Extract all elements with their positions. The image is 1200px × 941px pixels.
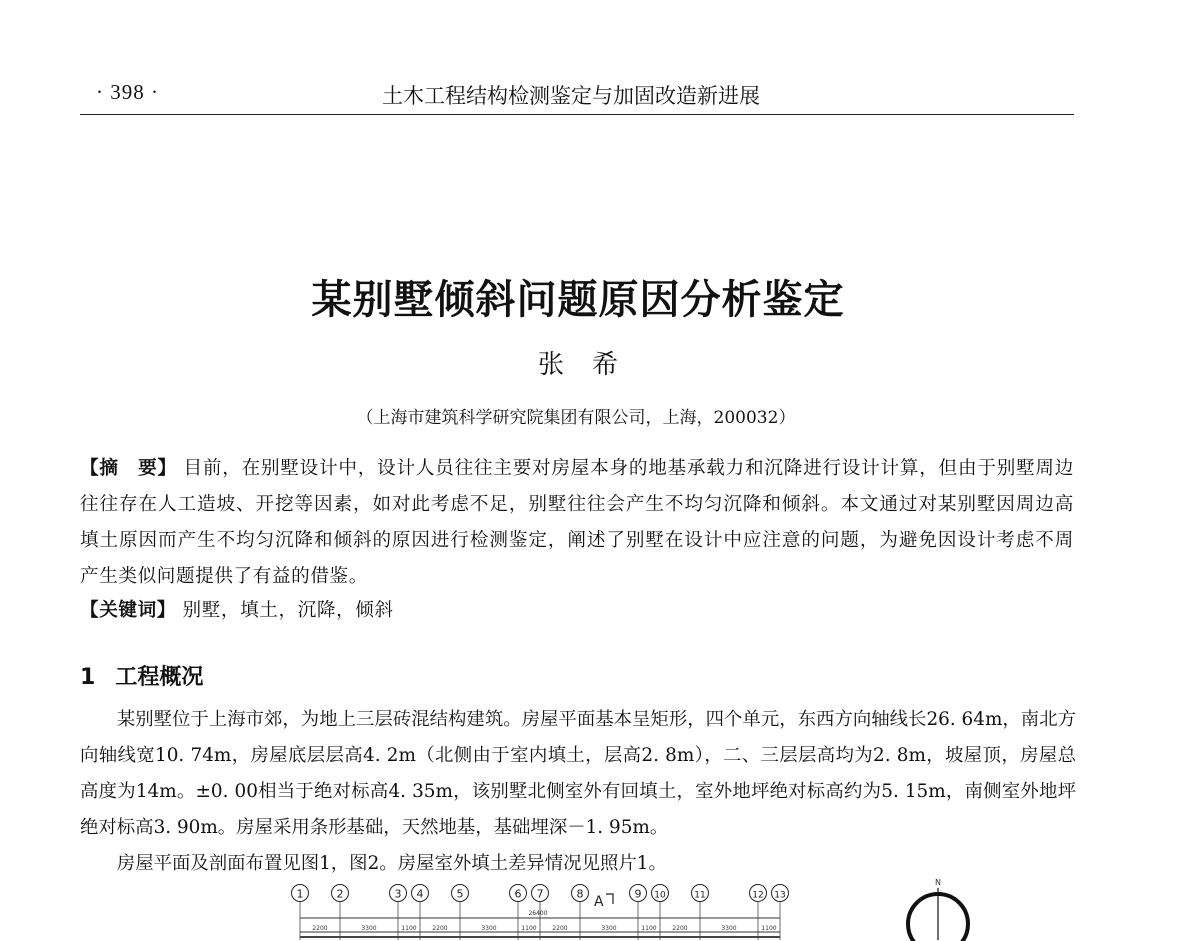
abstract-text: 目前，在别墅设计中，设计人员往往主要对房屋本身的地基承载力和沉降进行设计计算，但由于别墅周边往往存在人工造坡、开挖等因素，如对此考虑不足，别墅往往会产生不均匀沉降和倾斜。本文通过对某别墅因周边高填土原因而产生不均匀沉降和倾斜的原因进行检测鉴定，阐述了别墅在设计中应注意的问题，为避免因设计考虑不周产生类似问题提供了有益的借鉴。 (80, 458, 1074, 587)
axis-label: 9 (634, 887, 642, 901)
dimension-label: 2200 (312, 925, 328, 932)
section-body (80, 702, 1076, 882)
dimension-label: 1100 (521, 925, 537, 932)
dimension-label: 3300 (721, 925, 737, 932)
axis-label: 11 (694, 890, 706, 901)
north-arrow (898, 876, 978, 941)
keywords-label: 【关键词】 (80, 600, 176, 621)
section-heading (80, 660, 203, 691)
axis-label: 3 (394, 887, 402, 901)
section-cut-icon (606, 894, 613, 904)
axis-label: 13 (774, 890, 786, 901)
axis-label: 7 (536, 887, 544, 901)
section-mark: A (594, 894, 604, 910)
running-title: 土木工程结构检测鉴定与加固改造新进展 (382, 84, 760, 108)
axis-label: 6 (514, 887, 522, 901)
body-paragraph: 某别墅位于上海市郊，为地上三层砖混结构建筑。房屋平面基本呈矩形，四个单元，东西方向轴线长26. 64m，南北方向轴线宽10. 74m，房屋底层层高4. 2m（北侧由于室内填土，层高2. 8m），二、三层层高均为2. 8m，坡屋顶，房屋总高度为14m。±0. 00相当于绝对标高4. 35m，该别墅北侧室外有回填土，室外地坪绝对标高约为5. 15m，南侧室外地坪绝对标高3. 90m。房屋采用条形基础，天然地基，基础埋深－1. 95m。 (80, 709, 1076, 838)
north-label: N (935, 878, 941, 887)
axis-label: 12 (752, 890, 764, 901)
dimension-label: 1100 (401, 925, 417, 932)
article-author: 张希 (537, 350, 646, 380)
section-title: 工程概况 (115, 665, 204, 690)
axis-label: 1 (296, 887, 304, 901)
dimension-label: 1100 (761, 925, 777, 932)
total-dimension-label: 26400 (528, 910, 548, 917)
floor-plan-figure (280, 880, 800, 941)
page-number: · 398 · (96, 80, 159, 104)
dimension-label: 3300 (361, 925, 377, 932)
dimension-label: 2200 (432, 925, 448, 932)
dimension-label: 3300 (601, 925, 617, 932)
article-affiliation: （上海市建筑科学研究院集团有限公司，上海，200032） (356, 408, 796, 428)
axis-label: 2 (336, 887, 344, 901)
axis-label: 10 (654, 890, 666, 901)
axis-label: 5 (456, 887, 464, 901)
article-title: 某别墅倾斜问题原因分析鉴定 (311, 276, 845, 323)
keywords (80, 593, 1074, 629)
section-number: 1 (80, 665, 96, 690)
axis-label: 8 (576, 887, 584, 901)
dimension-label: 1100 (641, 925, 657, 932)
floor-plan-drawing (280, 880, 800, 941)
body-paragraph: 房屋平面及剖面布置见图1，图2。房屋室外填土差异情况见照片1。 (116, 853, 667, 874)
keywords-text: 别墅，填土，沉降，倾斜 (182, 600, 394, 621)
header-rule (80, 114, 1074, 115)
abstract (80, 451, 1074, 595)
axis-label: 4 (416, 887, 424, 901)
dimension-label: 2200 (672, 925, 688, 932)
dimension-label: 3300 (481, 925, 497, 932)
abstract-label: 【摘 要】 (80, 458, 177, 479)
dimension-label: 2200 (552, 925, 568, 932)
